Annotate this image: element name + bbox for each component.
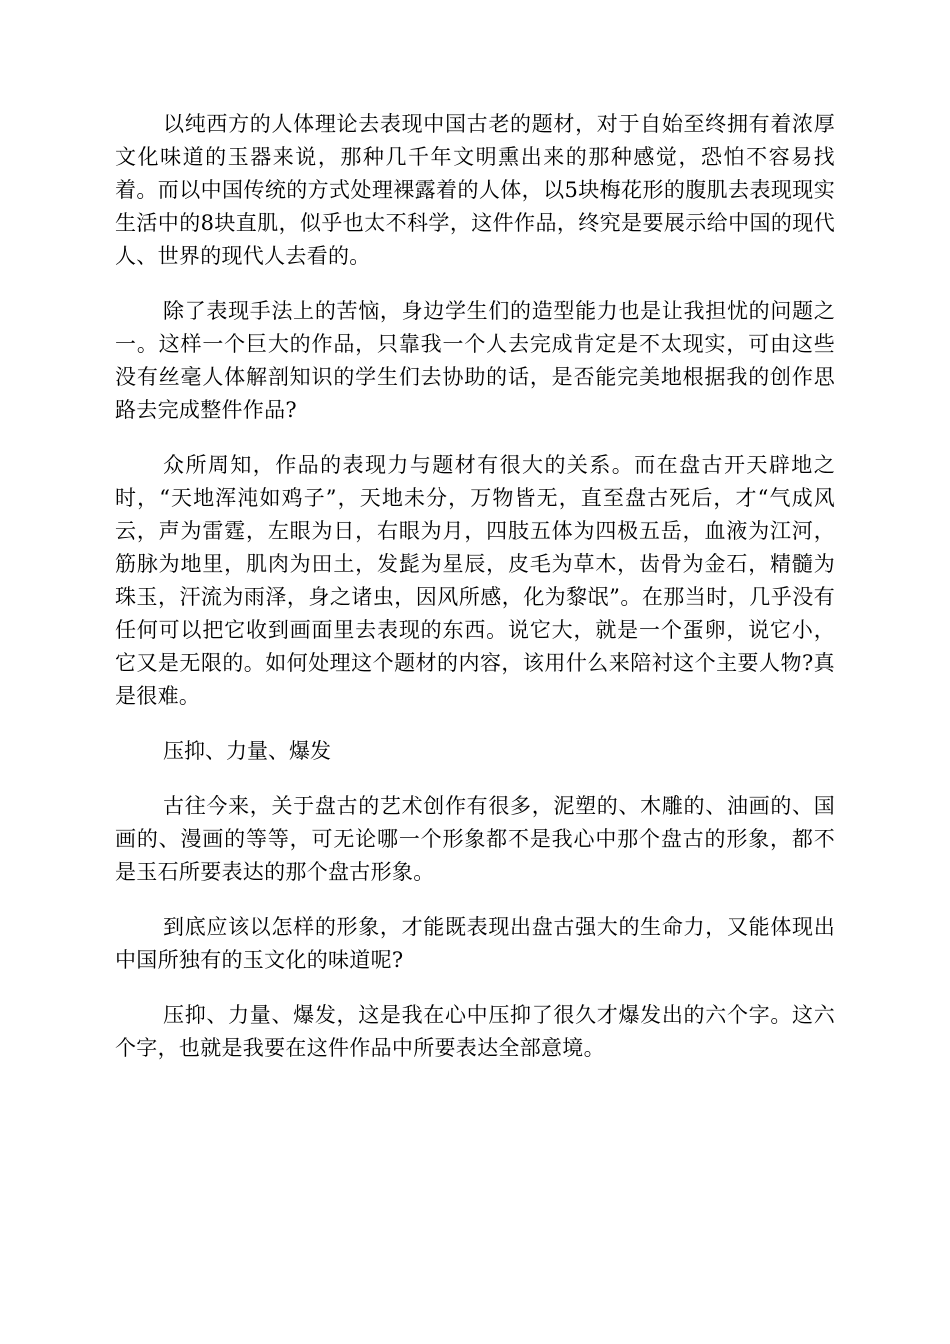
document-page [115,108,835,1087]
paragraph-6: 压抑、力量、爆发，这是我在心中压抑了很久才爆发出的六个字。这六个字，也就是我要在这件作品中所要表达全部意境。 [115,1003,835,1060]
paragraph-2: 除了表现手法上的苦恼，身边学生们的造型能力也是让我担忧的问题之一。这样一个巨大的作品，只靠我一个人去完成肯定是不太现实，可由这些没有丝毫人体解剖知识的学生们去协助的话，是否能完美地根据我的创作思路去完成整件作品? [115,299,835,422]
paragraph-3: 众所周知，作品的表现力与题材有很大的关系。而在盘古开天辟地之时，“天地浑沌如鸡子”，天地未分，万物皆无，直至盘古死后，才“气成风云，声为雷霆，左眼为日，右眼为月，四肢五体为四极五岳，血液为江河，筋脉为地里，肌肉为田土，发髭为星辰，皮毛为草木，齿骨为金石，精髓为珠玉，汗流为雨泽，身之诸虫，因风所感，化为黎氓”。在那当时，几乎没有任何可以把它收到画面里去表现的东西。说它大，就是一个蛋卵，说它小，它又是无限的。如何处理这个题材的内容，该用什么来陪衬这个主要人物?真是很难。 [115,453,835,708]
paragraph-5: 到底应该以怎样的形象，才能既表现出盘古强大的生命力，又能体现出中国所独有的玉文化的味道呢? [115,915,835,972]
paragraph-4: 古往今来，关于盘古的艺术创作有很多，泥塑的、木雕的、油画的、国画的、漫画的等等，可无论哪一个形象都不是我心中那个盘古的形象，都不是玉石所要表达的那个盘古形象。 [115,794,835,884]
section-heading: 压抑、力量、爆发 [163,739,331,763]
paragraph-1: 以纯西方的人体理论去表现中国古老的题材，对于自始至终拥有着浓厚文化味道的玉器来说，那种几千年文明熏出来的那种感觉，恐怕不容易找着。而以中国传统的方式处理裸露着的人体，以5块梅花形的腹肌去表现现实生活中的8块直肌，似乎也太不科学，这件作品，终究是要展示给中国的现代人、世界的现代人去看的。 [115,112,835,268]
